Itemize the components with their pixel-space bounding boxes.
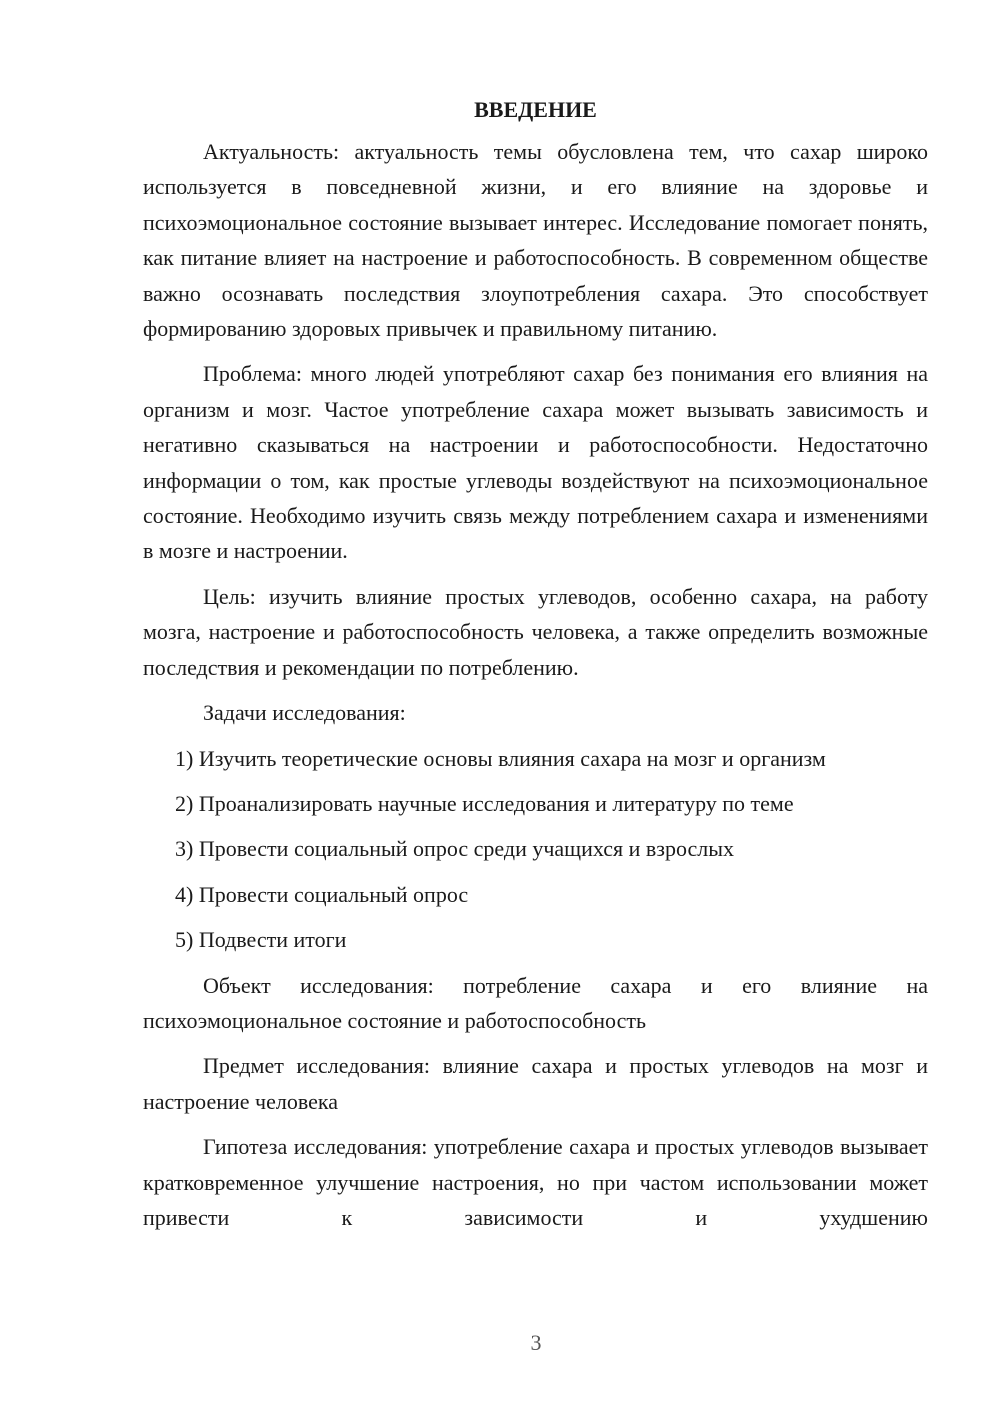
page-content <box>143 94 928 1245</box>
task-item: 1) Изучить теоретические основы влияния сахара на мозг и организм <box>175 745 826 771</box>
task-item: 5) Подвести итоги <box>175 927 347 953</box>
page-number: 3 <box>530 1330 542 1355</box>
tasks-list <box>143 741 928 958</box>
task-item: 3) Провести социальный опрос среди учащихся и взрослых <box>175 836 735 862</box>
hypothesis-paragraph: Гипотеза исследования: употребление сахара и простых углеводов вызывает кратковременное улучшение настроения, но при частом использовании может привести к зависимости и ухудшению <box>143 1134 928 1230</box>
task-item: 4) Провести социальный опрос <box>175 881 469 907</box>
subject-paragraph: Предмет исследования: влияние сахара и простых углеводов на мозг и настроение человека <box>143 1053 928 1114</box>
goal-paragraph: Цель: изучить влияние простых углеводов, особенно сахара, на работу мозга, настроение и работоспособность человека, а также определить возможные последствия и рекомендации по потреблению. <box>143 583 928 680</box>
page-title: ВВЕДЕНИЕ <box>474 97 597 122</box>
problem-paragraph: Проблема: много людей употребляют сахар без понимания его влияния на организм и мозг. Частое употребление сахара может вызывать зависимость и негативно сказываться на настроении и работоспособности. Недостаточно информации о том, как простые углеводы воздействуют на психоэмоциональное состояние. Необходимо изучить связь между потреблением сахара и изменениями в мозге и настроении. <box>143 361 928 564</box>
tasks-heading: Задачи исследования: <box>203 700 406 726</box>
object-paragraph: Объект исследования: потребление сахара и его влияние на психоэмоциональное состояние и работоспособность <box>143 972 928 1033</box>
task-item: 2) Проанализировать научные исследования и литературу по теме <box>175 790 794 816</box>
relevance-paragraph: Актуальность: актуальность темы обусловлена тем, что сахар широко используется в повседневной жизни, и его влияние на здоровье и психоэмоциональное состояние вызывает интерес. Исследование помогает понять, как питание влияет на настроение и работоспособность. В современном обществе важно осознавать последствия злоупотребления сахара. Это способствует формированию здоровых привычек и правильному питанию. <box>143 139 928 342</box>
